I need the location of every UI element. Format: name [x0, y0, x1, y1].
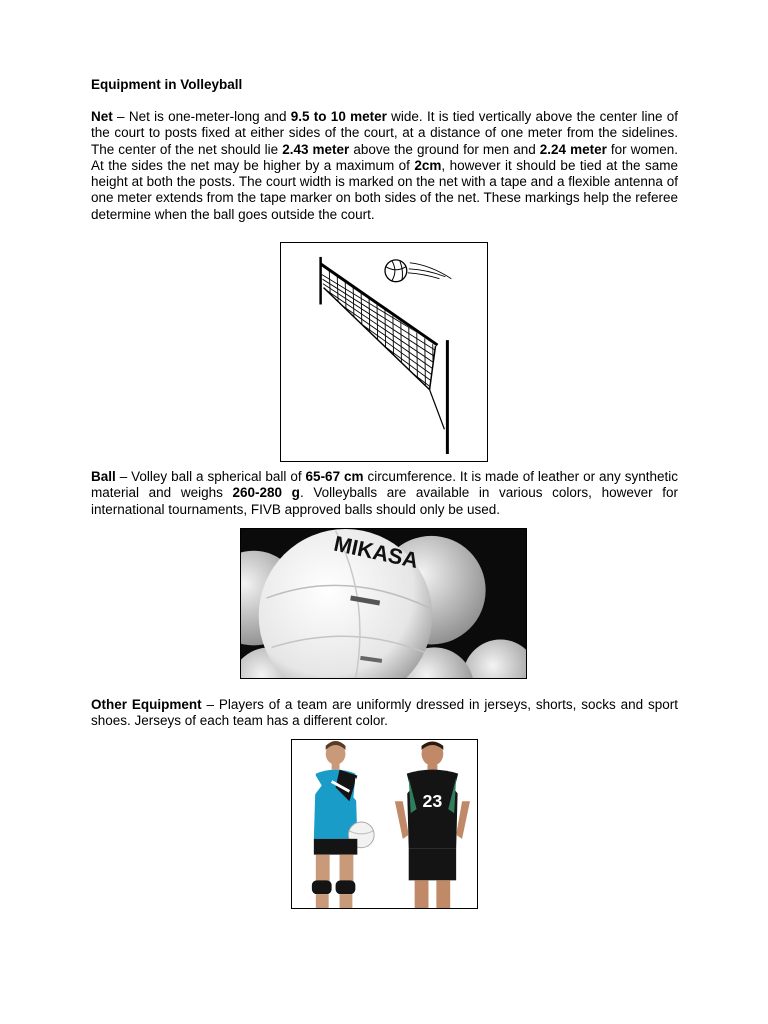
volleyball-net-drawing	[281, 243, 487, 461]
ball-circumference: 65-67 cm	[305, 469, 364, 484]
net-text-4: for women. At the sides the net may be higher by a maximum of	[91, 141, 678, 173]
page-title: Equipment in Volleyball	[91, 77, 243, 92]
other-text-1: – Players of a team are uniformly dressed in jerseys, shorts, socks and sport shoes. Jerseys of each team has a different color.	[91, 697, 678, 729]
net-paragraph	[91, 109, 678, 223]
net-text-1: – Net is one-meter-long and	[112, 109, 291, 124]
ball-text-2: circumference. It is made of leather or any synthetic material and weighs	[91, 469, 678, 501]
ball-icon	[385, 260, 407, 282]
other-term: Other Equipment	[91, 697, 202, 712]
ball-text-3: . Volleyballs are available in various colors, however for international tournaments, FIVB approved balls should only be used.	[91, 485, 678, 517]
net-text-3: above the ground for men and	[349, 141, 540, 157]
ball-photo	[240, 528, 527, 679]
jersey-number: 23	[422, 791, 443, 812]
net-text-5: , however it should be tied at the same height at both the posts. The court width is marked on the net with a tape and a flexible antenna of one meter extends from the tape marker on both sides of the net. These markings help the referee determine when the ball goes outside the court.	[91, 157, 678, 222]
net-men-height: 2.43 meter	[282, 141, 350, 157]
ball-term: Ball	[91, 469, 116, 484]
ball-text-1: – Volley ball a spherical ball of	[115, 469, 306, 484]
brand-logo: MIKASA	[331, 530, 421, 573]
players-illustration	[292, 740, 477, 908]
net-women-height: 2.24 meter	[539, 141, 607, 157]
net-term: Net	[91, 109, 113, 124]
other-equipment-paragraph	[91, 697, 678, 730]
net-illustration	[280, 242, 488, 462]
ball-paragraph	[91, 469, 678, 518]
net-width-value: 9.5 to 10 meter	[290, 109, 387, 124]
net-text-2: wide. It is tied vertically above the center line of the court to posts fixed at either sides of the court, at a distance of one meter from the sidelines. The center of the net should lie	[91, 109, 678, 157]
ball-weight: 260-280 g	[232, 485, 300, 501]
players-photo	[291, 739, 478, 909]
volleyball-photo	[241, 529, 526, 678]
net-side-tolerance: 2cm	[414, 157, 442, 173]
